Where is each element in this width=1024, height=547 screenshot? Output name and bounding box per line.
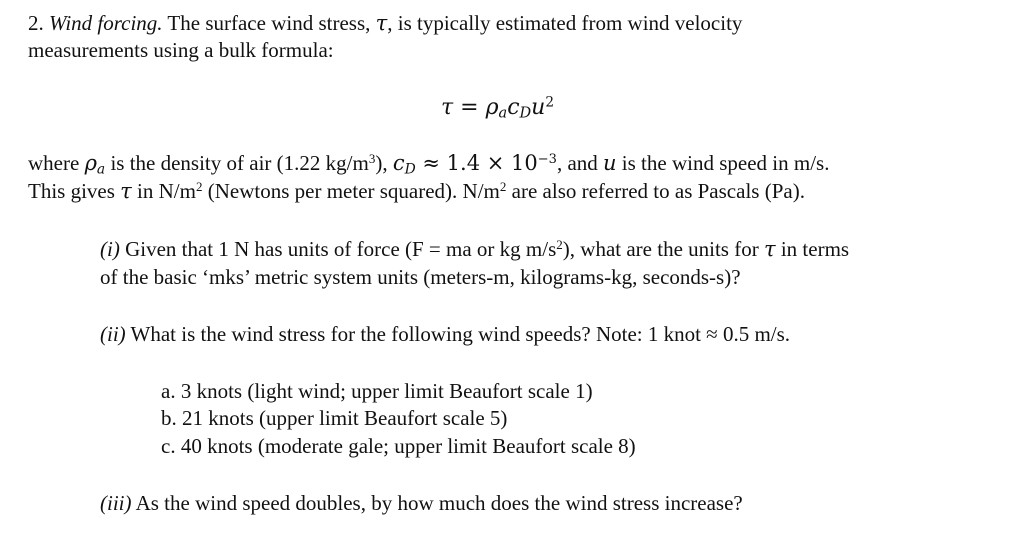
q3-text: As the wind speed doubles, by how much does the wind stress increase? [131, 491, 743, 515]
def-u: u [603, 151, 617, 175]
def-text: , and [556, 151, 604, 175]
question-ii-label: (ii) [100, 322, 126, 346]
def-sup: 3 [368, 150, 376, 166]
intro-text: The surface wind stress, [162, 11, 376, 35]
def-rho: ρ [84, 151, 97, 175]
question-i-label: (i) [100, 237, 120, 261]
def-tau: τ [120, 179, 132, 203]
eq-u: u [531, 95, 546, 120]
q1-text: ), what are the units for [562, 237, 764, 261]
def-text: in N/m [131, 179, 196, 203]
q1-sup: 2 [556, 236, 563, 252]
def-text: where [28, 151, 85, 175]
eq-equals: = [453, 95, 486, 120]
intro-text-cont: , is typically estimated from wind velocity [387, 11, 743, 35]
def-text: is the density of air (1.22 kg/m [105, 151, 369, 175]
def-sup: 2 [499, 178, 507, 194]
list-item-text: c. 40 knots (moderate gale; upper limit Beaufort scale 8) [161, 434, 636, 458]
eq-rho-sub: a [498, 105, 508, 122]
def-text: are also referred to as Pascals (Pa). [506, 179, 805, 203]
problem-number: 2. [28, 11, 49, 35]
eq-exponent: 2 [545, 94, 554, 111]
eq-lhs-tau: τ [441, 95, 454, 120]
def-text: ), [375, 151, 393, 175]
question-iii-label: (iii) [100, 491, 132, 515]
problem-heading [28, 10, 742, 36]
problem-title: Wind forcing. [49, 11, 163, 35]
list-item-text: b. 21 knots (upper limit Beaufort scale 5) [161, 406, 508, 430]
def-sup: −3 [537, 151, 557, 167]
def-text: (Newtons per meter squared). N/m [202, 179, 500, 203]
def-rho-sub: a [96, 161, 106, 178]
tau-symbol: τ [375, 11, 388, 35]
list-item-text: a. 3 knots (light wind; upper limit Beaufort scale 1) [161, 379, 593, 403]
question-iii [100, 490, 743, 516]
def-c: c [392, 151, 405, 175]
q1-text-line2: of the basic ‘mks’ metric system units (meters-m, kilograms-kg, seconds-s)? [100, 265, 741, 289]
definitions-line-2 [28, 178, 805, 204]
question-ii [100, 321, 790, 347]
q2-text: What is the wind stress for the following wind speeds? Note: 1 knot ≈ 0.5 m/s. [125, 322, 791, 346]
question-i-line-2 [100, 264, 741, 290]
q1-tau: τ [763, 237, 776, 261]
list-item [161, 378, 593, 404]
def-text: is the wind speed in m/s. [616, 151, 830, 175]
list-item [161, 433, 636, 459]
def-c-sub: D [404, 161, 416, 178]
question-i-line-1 [100, 236, 849, 262]
intro-line-2 [28, 37, 334, 63]
q1-text: in terms [775, 237, 850, 261]
def-text: ≈ 1.4 × 10 [415, 151, 538, 175]
def-sup: 2 [195, 178, 203, 194]
definitions-line-1 [28, 150, 829, 176]
eq-c: c [507, 95, 520, 120]
list-item [161, 405, 507, 431]
intro-text-line2: measurements using a bulk formula: [28, 38, 334, 62]
eq-c-sub: D [519, 105, 532, 122]
eq-rho: ρ [485, 95, 499, 120]
def-text: This gives [28, 179, 121, 203]
bulk-formula [441, 93, 554, 122]
q1-text: Given that 1 N has units of force (F = ma or kg m/s [119, 237, 557, 261]
